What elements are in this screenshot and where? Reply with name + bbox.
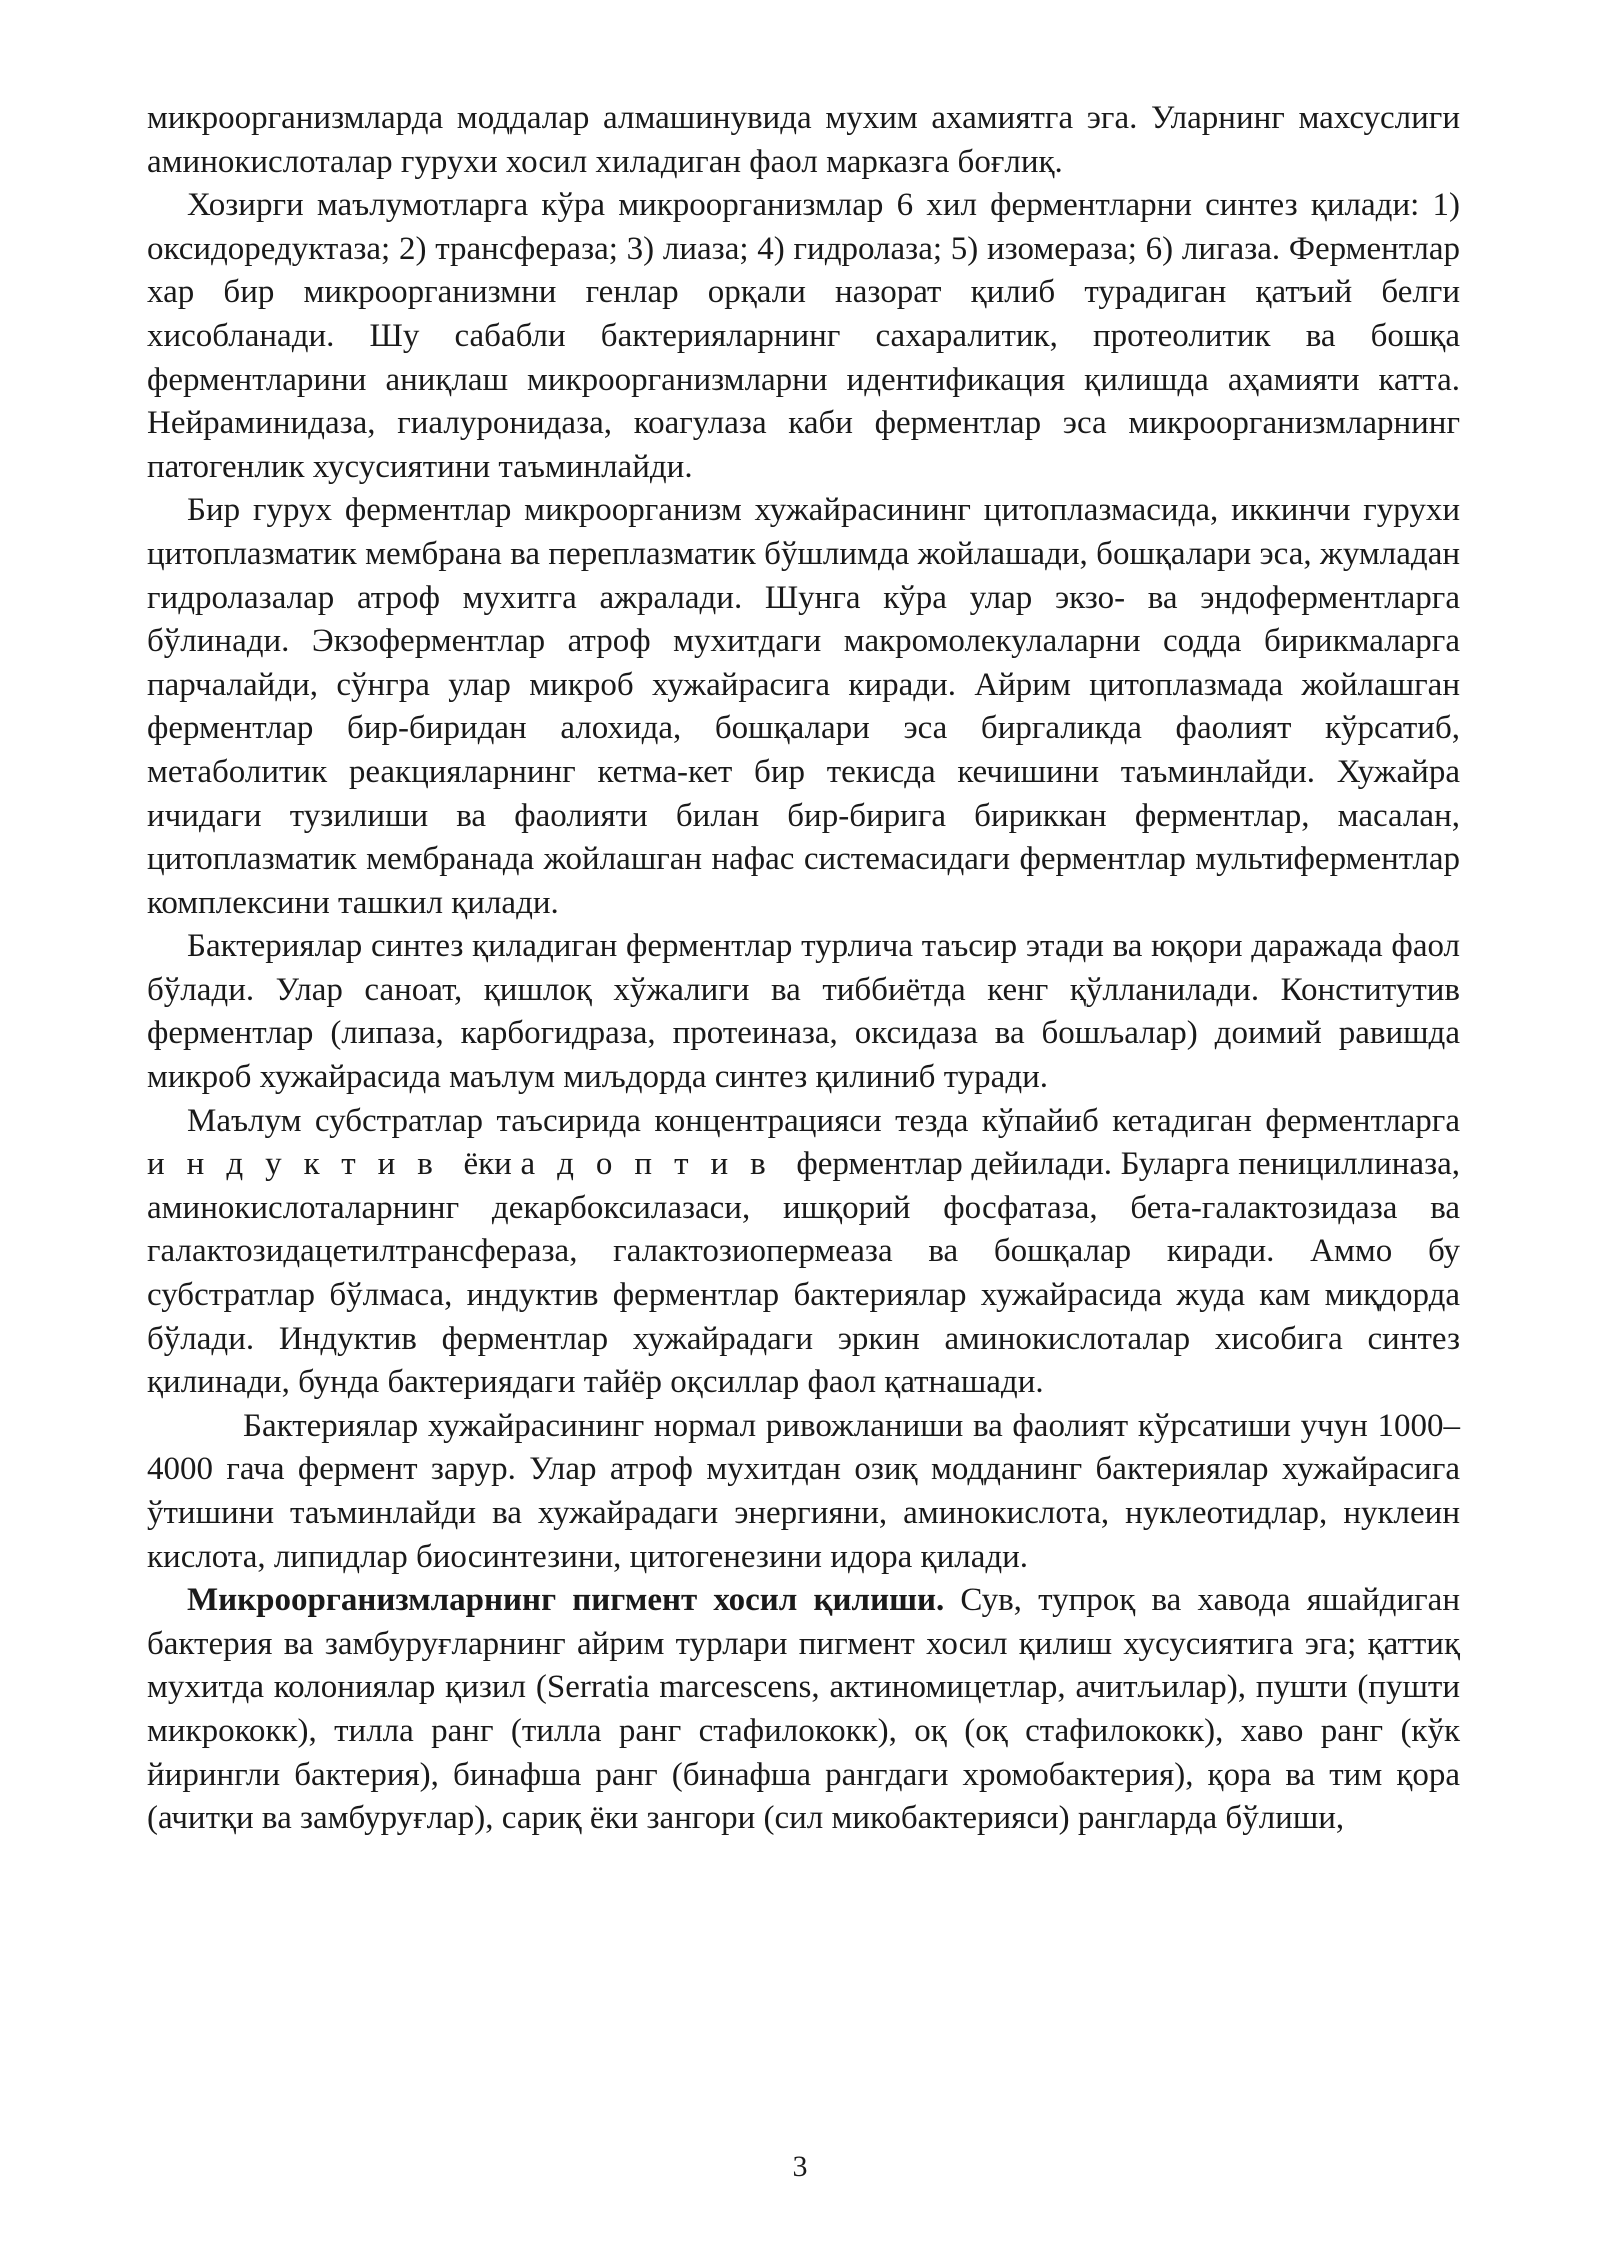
paragraph-5-after: ферментлар дейилади. Буларга пенициллиназа, аминокислоталарнинг декарбоксилазаси, ишқорий фосфатаза, бета-галактозидаза ва галактозидацетилтрансфераза, галактозиопермеаза ва бошқалар киради. Аммо бу субстратлар бўлмаса, индуктив ферментлар бактериялар хужайрасида жуда кам миқдорда бўлади. Индуктив ферментлар хужайрадаги эркин аминокислоталар хисобига синтез қилинади, бунда бактериядаги тайёр оқсиллар фаол қатнашади. xyxy=(147,1146,1460,1401)
paragraph-4: Бактериялар синтез қиладиган ферментлар турлича таъсир этади ва юқори даражада фаол бўлади. Улар саноат, қишлоқ хўжалиги ва тиббиётда кенг қўлланилади. Конститутив ферментлар (липаза, карбогидраза, протеиназа, оксидаза ва бошљалар) доимий равишда микроб хужайрасида маълум миљдорда синтез қилиниб туради. xyxy=(147,928,1460,1096)
paragraph-2: Хозирги маълумотларга кўра микроорганизмлар 6 хил ферментларни синтез қилади: 1) оксидоредуктаза; 2) трансфераза; 3) лиаза; 4) гидролаза; 5) изомераза; 6) лигаза. Ферментлар хар бир микроорганизмни генлар орқали назорат қилиб турадиган қатъий белги хисобланади. Шу сабабли бактерияларнинг сахаралитик, протеолитик ва бошқа ферментларини аниқлаш микроорганизмларни идентификация қилишда аҳамияти катта. Нейраминидаза, гиалуронидаза, коагулаза каби ферментлар эса микроорганизмларнинг патогенлик хусусиятини таъминлайди. xyxy=(147,187,1460,485)
paragraph-5 xyxy=(147,1100,1460,1405)
paragraph-6: Бактериялар хужайрасининг нормал ривожланиши ва фаолият кўрсатиши учун 1000–4000 гача фермент зарур. Улар атроф мухитдан озиқ модданинг бактериялар хужайрасига ўтишини таъминлайди ва хужайрадаги энергияни, аминокислота, нуклеотидлар, нуклеин кислота, липидлар биосинтезини, цитогенезини идора қилади. xyxy=(147,1407,1460,1575)
paragraph-7-text: Сув, тупроқ ва хавода яшайдиган бактерия ва замбуруғларнинг айрим турлари пигмент хосил қилиш хусусиятига эга; қаттиқ мухитда колониялар қизил (Serratia marcescens, актиномицетлар, ачитљилар), пушти (пушти микрококк), тилла ранг (тилла ранг стафилококк), оқ (оқ стафилококк), хаво ранг (кўк йирингли бактерия), бинафша ранг (бинафша рангдаги хромобактерия), қора ва тим қора (ачитқи ва замбуруғлар), сариқ ёки зангори (сил микобактерияси) рангларда бўлиши, xyxy=(147,1582,1460,1837)
document-page xyxy=(147,97,1460,1841)
term-inductive: индуктив xyxy=(147,1146,455,1183)
paragraph-1: микроорганизмларда моддалар алмашинувида мухим ахамиятга эга. Уларнинг махсуслиги аминокислоталар гурухи хосил хиладиган фаол марказга боғлиқ. xyxy=(147,100,1460,180)
page-number: 3 xyxy=(792,2150,808,2183)
paragraph-7 xyxy=(147,1579,1460,1841)
term-adoptive: адоптив xyxy=(520,1146,788,1183)
paragraph-5-before: Маълум субстратлар таъсирида концентрацияси тезда кўпайиб кетадиган ферментларга xyxy=(187,1102,1460,1139)
paragraph-3: Бир гурух ферментлар микроорганизм хужайрасининг цитоплазмасида, иккинчи гурухи цитоплазматик мембрана ва переплазматик бўшлимда жойлашади, бошқалари эса, жумладан гидролазалар атроф мухитга ажралади. Шунга кўра улар экзо- ва эндоферментларга бўлинади. Экзоферментлар атроф мухитдаги макромолекулаларни содда бирикмаларга парчалайди, сўнгра улар микроб хужайрасига киради. Айрим цитоплазмада жойлашган ферментлар бир-биридан алохида, бошқалари эса биргаликда фаолият кўрсатиб, метаболитик реакцияларнинг кетма-кет бир текисда кечишини таъминлайди. Хужайра ичидаги тузилиши ва фаолияти билан бир-бирига бириккан ферментлар, масалан, цитоплазматик мембранада жойлашган нафас системасидаги ферментлар мультиферментлар комплексини ташкил қилади. xyxy=(147,492,1460,921)
section-heading: Микроорганизмларнинг пигмент хосил қилиши. xyxy=(187,1582,945,1619)
paragraph-5-middle: ёки xyxy=(454,1146,521,1183)
